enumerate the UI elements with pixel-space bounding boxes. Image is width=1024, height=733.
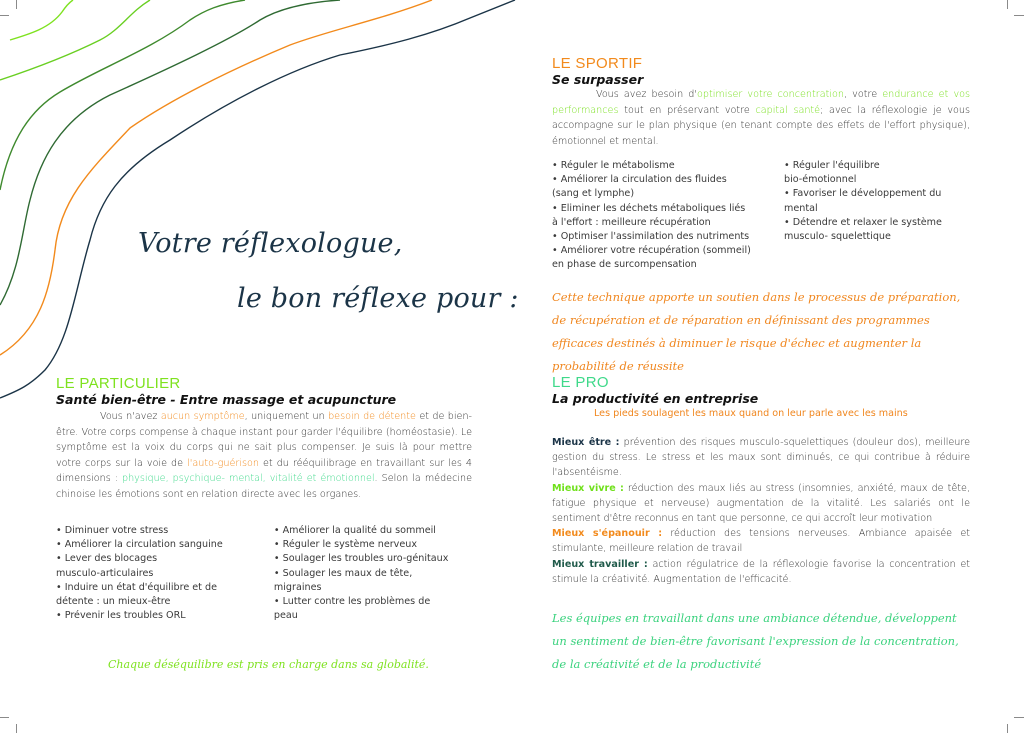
definition-label: Mieux travailler :	[552, 558, 648, 570]
decorative-wave-lines	[0, 0, 520, 400]
benefit-column-1	[552, 159, 784, 273]
benefit-list	[552, 159, 970, 273]
list-item: musculo- squelettique	[784, 231, 891, 243]
definition-item	[552, 435, 970, 481]
benefit-list	[56, 524, 472, 623]
list-item: • Détendre et relaxer le système	[784, 216, 942, 228]
text-run: Vous avez besoin d'	[596, 89, 698, 100]
section-title: LE PRO	[552, 374, 609, 391]
headline-line-2: le bon réflexe pour :	[237, 283, 519, 314]
text-run: . Selon la médecine chinoise les émotions sont en relation directe avec les organes.	[56, 473, 472, 500]
list-item: • Soulager les maux de tête,	[273, 567, 413, 579]
crop-mark-br-h	[1014, 717, 1024, 718]
text-run: ; avec la réflexologie je vous accompagne sur le plan physique (en tenant compte des effets de l'effort physique), émotionnel et mental.	[552, 104, 971, 147]
list-item: • Diminuer votre stress	[56, 525, 169, 536]
crop-mark-bl-v	[16, 724, 17, 733]
list-item: • Améliorer votre récupération (sommeil)	[552, 245, 751, 257]
list-item: musculo-articulaires	[56, 567, 154, 579]
section-title: LE SPORTIF	[552, 55, 643, 72]
crop-mark-tr-h	[1014, 15, 1024, 16]
highlight-text: l'auto-guérison	[187, 457, 259, 469]
highlight-text: besoin de détente	[328, 411, 416, 422]
text-run: , votre	[843, 89, 883, 100]
highlight-text: aucun symptôme	[160, 411, 245, 422]
text-run: et du rééquilibrage en travaillant sur les 4 dimensions :	[56, 457, 473, 484]
list-item: à l'effort : meilleure récupération	[552, 216, 711, 228]
section-subtitle: Se surpasser	[552, 72, 644, 87]
definition-item	[552, 481, 970, 527]
definition-label: Mieux s'épanouir :	[552, 528, 663, 540]
section-title: LE PARTICULIER	[56, 375, 181, 392]
list-item: • Prévenir les troubles ORL	[56, 610, 186, 622]
list-item: • Favoriser le développement du	[784, 188, 942, 200]
definition-text: prévention des risques musculo-squelettiques (douleur dos), meilleure gestion du stress. Le stress et les maux sont diminués, ce qui contribue à réduire l'absentéisme.	[552, 437, 970, 479]
list-item: détente : un mieux-être	[56, 596, 171, 608]
highlight-text: endurance et vos performances	[552, 89, 971, 116]
list-item: • Améliorer la qualité du sommeil	[273, 525, 436, 536]
list-item: • Réguler le système nerveux	[273, 539, 418, 551]
text-run: et de bien-être. Votre corps compense à chaque instant pour garder l'équilibre (homéostasie). Le symptôme est la voix du corps qui ne sait plus compenser. Je suis là pour mettre votre corps sur la voie de	[56, 411, 473, 469]
crop-mark-br-v	[1007, 724, 1008, 733]
section-subtitle: La productivité en entreprise	[552, 391, 759, 406]
text-run: Vous n'avez	[100, 411, 161, 422]
headline-line-1: Votre réflexologue,	[138, 228, 403, 259]
list-item: • Optimiser l'assimilation des nutriments	[552, 231, 750, 243]
benefit-column-1	[56, 524, 274, 623]
definition-label: Mieux être :	[552, 437, 620, 448]
pro-script-note: Les équipes en travaillant dans une ambiance détendue, développent un sentiment de bien-être favorisant l'expression de la concentration, de la créativité et de la productivité	[552, 611, 959, 671]
crop-mark-tr-v	[1007, 0, 1008, 9]
section-paragraph	[552, 87, 970, 149]
list-item: • Induire un état d'équilibre et de	[56, 581, 217, 593]
section-quote: Les pieds soulagent les maux quand on leur parle avec les mains	[594, 408, 908, 419]
highlight-text: optimiser votre concentration	[697, 89, 844, 100]
text-run: tout en préservant votre	[618, 104, 756, 116]
list-item: • Améliorer la circulation des fluides	[552, 174, 727, 186]
list-item: (sang et lymphe)	[552, 188, 635, 200]
definition-label: Mieux vivre :	[552, 482, 624, 494]
sportif-script-note: Cette technique apporte un soutien dans le processus de préparation, de récupération et de réparation en définissant des programmes efficaces destinés à diminuer le risque d'échec et augmenter la probabilité de réussite	[552, 290, 961, 373]
section-subtitle: Santé bien-être - Entre massage et acupuncture	[56, 392, 397, 407]
crop-mark-bl-h	[0, 717, 9, 718]
benefit-column-2	[784, 159, 970, 273]
list-item: • Réguler le métabolisme	[552, 160, 675, 171]
list-item: bio-émotionnel	[784, 174, 857, 186]
list-item: • Lever des blocages	[56, 553, 158, 565]
definition-item	[552, 526, 970, 556]
section-particulier	[56, 376, 472, 623]
section-paragraph	[56, 409, 472, 502]
particulier-tagline: Chaque déséquilibre est pris en charge dans sa globalité.	[108, 658, 429, 671]
list-item: • Lutter contre les problèmes de	[273, 596, 431, 608]
list-item: en phase de surcompensation	[552, 259, 697, 271]
list-item: peau	[273, 610, 298, 622]
list-item: • Réguler l'équilibre	[784, 160, 880, 171]
section-sportif	[552, 56, 970, 273]
list-item: migraines	[273, 581, 322, 593]
section-pro	[552, 375, 970, 587]
definition-text: réduction des maux liés au stress (insomnies, anxiété, maux de tête, fatigue physique et nerveuse) augmentation de la vitalité. Les salariés ont le sentiment d'être reconnus en tant que personne, ce qui accroît leur motivation	[552, 482, 970, 525]
benefit-column-2	[274, 524, 472, 623]
list-item: • Améliorer la circulation sanguine	[56, 539, 223, 551]
definition-item	[552, 557, 970, 587]
highlight-text: capital santé	[755, 104, 821, 116]
highlight-text: physique, psychique- mental, vitalité et émotionnel	[121, 473, 375, 484]
list-item: mental	[784, 202, 818, 214]
benefit-definitions	[552, 435, 970, 587]
list-item: • Soulager les troubles uro-génitaux	[273, 553, 449, 565]
definition-text: action régulatrice de la réflexologie favorise la concentration et stimule la créativité. Augmentation de l'efficacité.	[552, 558, 970, 585]
text-run: , uniquement un	[244, 411, 329, 422]
definition-text: réduction des tensions nerveuses. Ambiance apaisée et stimulante, meilleure relation de travail	[552, 528, 970, 555]
list-item: • Eliminer les déchets métaboliques liés	[552, 202, 746, 214]
